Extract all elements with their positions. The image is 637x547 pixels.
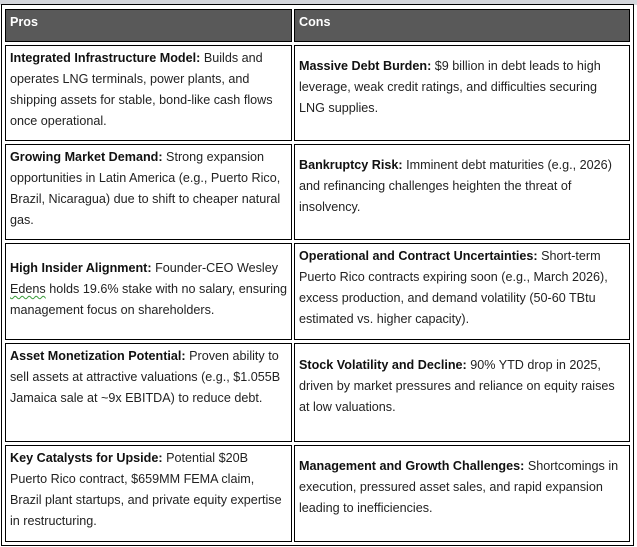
pros-cons-table (3, 6, 632, 545)
con-title: Stock Volatility and Decline: (299, 358, 467, 372)
con-cell (294, 343, 630, 442)
pro-title: Integrated Infrastructure Model: (10, 51, 201, 65)
pro-text: Proven ability to sell assets at attractive valuations (e.g., $1.055B Jamaica sale at ~9x EBITDA) to reduce debt. (10, 349, 281, 405)
pro-text: Potential $20B Puerto Rico contract, $659MM FEMA claim, Brazil plant startups, and private equity expertise in restructuring. (10, 451, 282, 528)
pro-text-a: Founder-CEO Wesley (151, 261, 279, 275)
table-row (5, 45, 630, 141)
con-text: 90% YTD drop in 2025, driven by market pressures and reliance on equity raises at low valuations. (299, 358, 615, 414)
pros-cons-table-frame (1, 4, 634, 546)
header-cons: Cons (294, 9, 630, 42)
con-title: Massive Debt Burden: (299, 58, 432, 73)
pro-cell (5, 445, 292, 542)
pro-cell (5, 45, 292, 141)
con-text: Short-term Puerto Rico contracts expiring soon (e.g., March 2026), excess production, and demand volatility (50-60 TBtu estimated vs. higher capacity). (299, 249, 608, 326)
table-row (5, 144, 630, 240)
con-cell (294, 243, 630, 340)
con-title: Operational and Contract Uncertainties: (299, 249, 538, 263)
con-text: $9 billion in debt leads to high leverage, weak credit ratings, and difficulties securing LNG supplies. (299, 58, 601, 115)
con-title: Management and Growth Challenges: (299, 459, 525, 473)
con-cell (294, 144, 630, 240)
pro-text-b: holds 19.6% stake with no salary, ensuring management focus on shareholders. (10, 282, 287, 317)
pro-cell (5, 144, 292, 240)
con-text: Imminent debt maturities (e.g., 2026) and refinancing challenges heighten the threat of insolvency. (299, 157, 612, 214)
pro-title: Growing Market Demand: (10, 150, 163, 164)
con-cell (294, 45, 630, 141)
spellcheck-flagged-word: Edens (10, 282, 46, 296)
table-row (5, 445, 630, 542)
con-cell (294, 445, 630, 542)
pro-text: Builds and operates LNG terminals, power plants, and shipping assets for stable, bond-like cash flows once operational. (10, 51, 273, 128)
pro-title: High Insider Alignment: (10, 261, 152, 275)
pro-cell (5, 343, 292, 442)
table-row (5, 343, 630, 442)
pro-title: Asset Monetization Potential: (10, 349, 186, 363)
header-pros: Pros (5, 9, 292, 42)
pro-title: Key Catalysts for Upside: (10, 451, 163, 465)
header-row (5, 9, 630, 42)
pro-cell (5, 243, 292, 340)
con-text: Shortcomings in execution, pressured asset sales, and rapid expansion leading to inefficiencies. (299, 459, 619, 515)
con-title: Bankruptcy Risk: (299, 157, 403, 172)
table-row (5, 243, 630, 340)
pro-text: Strong expansion opportunities in Latin America (e.g., Puerto Rico, Brazil, Nicaragua) due to shift to cheaper natural gas. (10, 150, 281, 227)
